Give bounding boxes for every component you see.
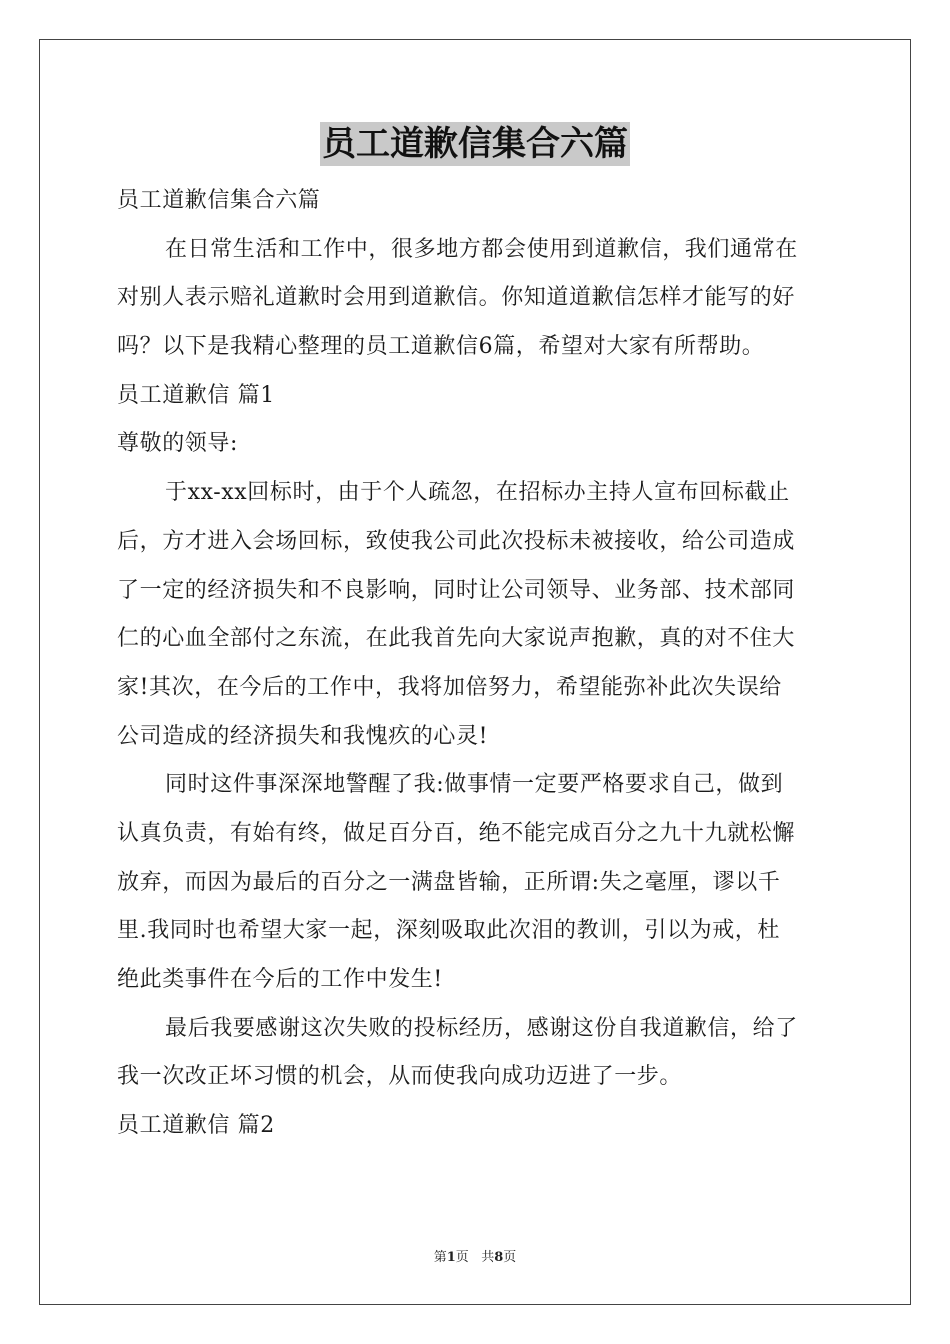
text-line: 公司造成的经济损失和我愧疚的心灵!: [117, 723, 489, 749]
title-container: [0, 122, 950, 166]
page-footer: [0, 1246, 950, 1265]
text-line: 员工道歉信集合六篇: [117, 188, 321, 213]
text-line: 员工道歉信 篇1: [117, 382, 275, 408]
text-line: 了一定的经济损失和不良影响，同时让公司领导、业务部、技术部同: [117, 577, 796, 603]
text-line: 认真负责，有始有终，做足百分百，绝不能完成百分之九十九就松懈: [117, 820, 796, 846]
text-line: 仁的心血全部付之东流，在此我首先向大家说声抱歉，真的对不住大: [117, 626, 796, 652]
text-line: 绝此类事件在今后的工作中发生!: [117, 967, 443, 992]
text-line: 同时这件事深深地警醒了我:做事情一定要严格要求自己，做到: [165, 772, 784, 798]
text-line: 后，方才进入会场回标，致使我公司此次投标未被接收，给公司造成: [117, 528, 796, 554]
text-line: 对别人表示赔礼道歉时会用到道歉信。你知道道歉信怎样才能写的好: [117, 285, 796, 311]
text-line: 家!其次，在今后的工作中，我将加倍努力，希望能弥补此次失误给: [117, 674, 782, 700]
page-number: 1: [446, 1250, 456, 1265]
text-line: 里.我同时也希望大家一起，深刻吸取此次泪的教训，引以为戒，杜: [117, 918, 780, 944]
text-line: 最后我要感谢这次失败的投标经历，感谢这份自我道歉信，给了: [165, 1015, 798, 1041]
total-suffix: 页: [503, 1250, 517, 1265]
document-title: 员工道歉信集合六篇: [322, 124, 628, 164]
text-line: 尊敬的领导:: [117, 431, 239, 457]
text-line: 员工道歉信 篇2: [117, 1113, 275, 1139]
text-line: 于xx-xx回标时，由于个人疏忽，在招标办主持人宣布回标截止: [165, 480, 790, 506]
document-body: [117, 177, 837, 1151]
text-line: 放弃，而因为最后的百分之一满盘皆输，正所谓:失之毫厘，谬以千: [117, 869, 781, 895]
page-prefix: 第: [433, 1250, 447, 1265]
total-prefix: 共: [481, 1250, 495, 1265]
text-line: 在日常生活和工作中，很多地方都会使用到道歉信，我们通常在: [165, 236, 798, 262]
text-line: 我一次改正坏习惯的机会，从而使我向成功迈进了一步。: [117, 1064, 683, 1090]
text-line: 吗？以下是我精心整理的员工道歉信6篇，希望对大家有所帮助。: [117, 334, 765, 360]
page-suffix: 页: [455, 1250, 469, 1265]
total-pages: 8: [494, 1250, 504, 1265]
